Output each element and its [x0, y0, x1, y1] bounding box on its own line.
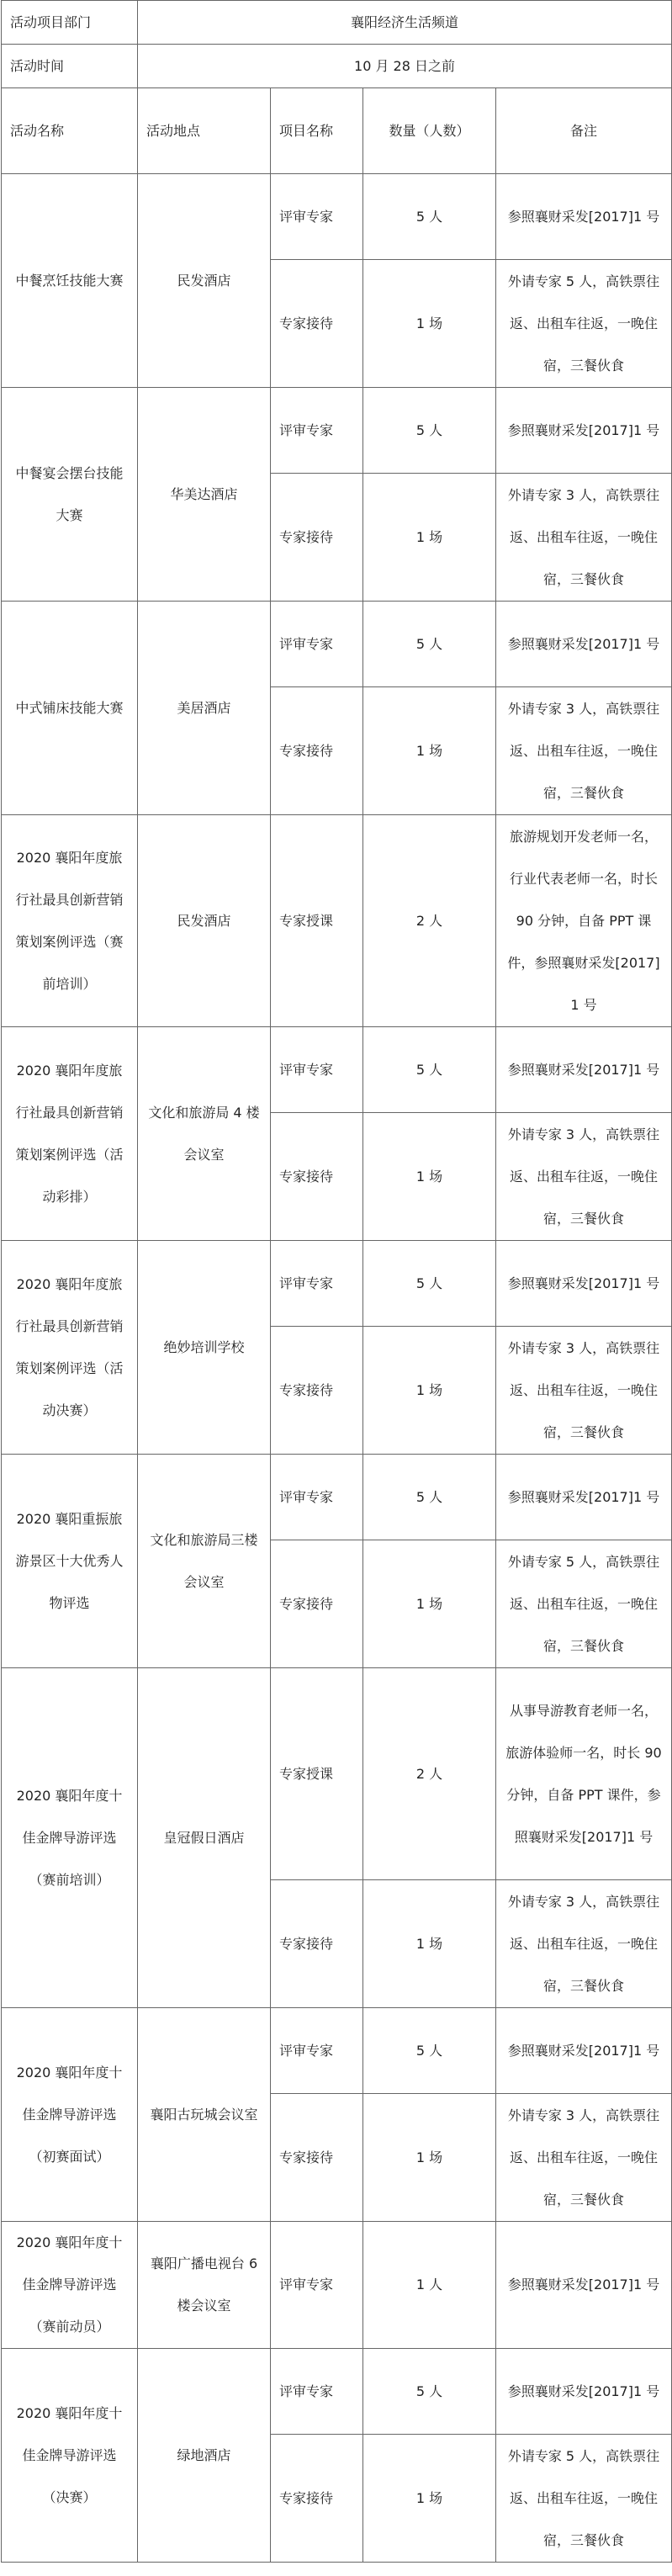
activity-name: 2020 襄阳重振旅游景区十大优秀人物评选 [2, 1455, 138, 1668]
activity-place: 美居酒店 [138, 602, 271, 815]
item-name: 评审专家 [271, 174, 363, 260]
item-name: 评审专家 [271, 602, 363, 687]
item-note: 外请专家 3 人，高铁票往返、出租车往返，一晚住宿，三餐伙食 [496, 474, 672, 602]
item-note: 外请专家 5 人，高铁票往返、出租车往返，一晚住宿，三餐伙食 [496, 2435, 672, 2563]
item-note: 旅游规划开发老师一名，行业代表老师一名，时长 90 分钟，自备 PPT 课件，参照襄财采发[2017]1 号 [496, 815, 672, 1027]
activity-place: 襄阳广播电视台 6 楼会议室 [138, 2222, 271, 2349]
activity-name: 中餐烹饪技能大赛 [2, 174, 138, 388]
item-note: 外请专家 3 人，高铁票往返、出租车往返，一晚住宿，三餐伙食 [496, 1327, 672, 1455]
header-row-time [2, 45, 672, 88]
item-note: 参照襄财采发[2017]1 号 [496, 174, 672, 260]
time-value: 10 月 28 日之前 [138, 45, 672, 88]
item-name: 专家接待 [271, 1880, 363, 2008]
activity-table [1, 0, 672, 2563]
item-name: 评审专家 [271, 1455, 363, 1540]
item-quantity: 1 场 [363, 687, 496, 815]
table-row [2, 1027, 672, 1113]
item-quantity: 1 场 [363, 1880, 496, 2008]
activity-place: 华美达酒店 [138, 388, 271, 602]
activity-place: 文化和旅游局三楼会议室 [138, 1455, 271, 1668]
activity-place: 民发酒店 [138, 815, 271, 1027]
col-header-place: 活动地点 [138, 88, 271, 174]
item-name: 评审专家 [271, 1241, 363, 1327]
item-name: 专家接待 [271, 687, 363, 815]
activity-name: 中式铺床技能大赛 [2, 602, 138, 815]
item-quantity: 5 人 [363, 2008, 496, 2094]
table-row [2, 388, 672, 474]
activity-table-body [2, 1, 672, 2563]
activity-name: 2020 襄阳年度十佳金牌导游评选（初赛面试） [2, 2008, 138, 2222]
item-name: 专家授课 [271, 815, 363, 1027]
item-name: 评审专家 [271, 1027, 363, 1113]
item-note: 参照襄财采发[2017]1 号 [496, 1455, 672, 1540]
table-row [2, 2008, 672, 2094]
item-quantity: 5 人 [363, 174, 496, 260]
item-note: 外请专家 3 人，高铁票往返、出租车往返，一晚住宿，三餐伙食 [496, 1113, 672, 1241]
activity-name: 2020 襄阳年度十佳金牌导游评选（赛前动员） [2, 2222, 138, 2349]
dept-label: 活动项目部门 [2, 1, 138, 45]
activity-name: 2020 襄阳年度旅行社最具创新营销策划案例评选（赛前培训） [2, 815, 138, 1027]
activity-place: 文化和旅游局 4 楼会议室 [138, 1027, 271, 1241]
item-quantity: 1 场 [363, 260, 496, 388]
item-note: 参照襄财采发[2017]1 号 [496, 602, 672, 687]
item-note: 参照襄财采发[2017]1 号 [496, 2222, 672, 2349]
item-name: 专家接待 [271, 1327, 363, 1455]
item-note: 外请专家 3 人，高铁票往返、出租车往返，一晚住宿，三餐伙食 [496, 687, 672, 815]
table-row [2, 2222, 672, 2349]
item-quantity: 5 人 [363, 2349, 496, 2435]
activity-name: 2020 襄阳年度十佳金牌导游评选（赛前培训） [2, 1668, 138, 2008]
activity-name: 2020 襄阳年度旅行社最具创新营销策划案例评选（活动彩排） [2, 1027, 138, 1241]
item-name: 评审专家 [271, 2222, 363, 2349]
activity-name: 2020 襄阳年度十佳金牌导游评选（决赛） [2, 2349, 138, 2563]
item-quantity: 5 人 [363, 388, 496, 474]
activity-place: 绝妙培训学校 [138, 1241, 271, 1455]
item-note: 参照襄财采发[2017]1 号 [496, 1027, 672, 1113]
time-label: 活动时间 [2, 45, 138, 88]
item-note: 外请专家 5 人，高铁票往返、出租车往返，一晚住宿，三餐伙食 [496, 260, 672, 388]
item-quantity: 1 场 [363, 2435, 496, 2563]
item-quantity: 5 人 [363, 1027, 496, 1113]
item-name: 专家接待 [271, 1540, 363, 1668]
column-header-row [2, 88, 672, 174]
item-quantity: 5 人 [363, 602, 496, 687]
item-quantity: 1 场 [363, 1327, 496, 1455]
activity-name: 中餐宴会摆台技能大赛 [2, 388, 138, 602]
col-header-item: 项目名称 [271, 88, 363, 174]
item-quantity: 5 人 [363, 1455, 496, 1540]
dept-value: 襄阳经济生活频道 [138, 1, 672, 45]
table-row [2, 815, 672, 1027]
item-quantity: 1 场 [363, 1540, 496, 1668]
item-name: 专家接待 [271, 1113, 363, 1241]
col-header-name: 活动名称 [2, 88, 138, 174]
item-note: 外请专家 3 人，高铁票往返、出租车往返，一晚住宿，三餐伙食 [496, 2094, 672, 2222]
table-row [2, 2349, 672, 2435]
table-row [2, 602, 672, 687]
item-name: 专家授课 [271, 1668, 363, 1880]
item-quantity: 1 场 [363, 2094, 496, 2222]
item-note: 外请专家 5 人，高铁票往返、出租车往返，一晚住宿，三餐伙食 [496, 1540, 672, 1668]
item-quantity: 2 人 [363, 815, 496, 1027]
col-header-qty: 数量（人数） [363, 88, 496, 174]
item-name: 评审专家 [271, 2349, 363, 2435]
item-note: 从事导游教育老师一名，旅游体验师一名，时长 90 分钟，自备 PPT 课件，参照襄财采发[2017]1 号 [496, 1668, 672, 1880]
item-name: 专家接待 [271, 2435, 363, 2563]
item-name: 评审专家 [271, 2008, 363, 2094]
header-row-dept [2, 1, 672, 45]
item-name: 评审专家 [271, 388, 363, 474]
item-note: 参照襄财采发[2017]1 号 [496, 1241, 672, 1327]
col-header-note: 备注 [496, 88, 672, 174]
item-note: 参照襄财采发[2017]1 号 [496, 388, 672, 474]
item-quantity: 1 场 [363, 474, 496, 602]
item-note: 外请专家 3 人，高铁票往返、出租车往返，一晚住宿，三餐伙食 [496, 1880, 672, 2008]
item-name: 专家接待 [271, 260, 363, 388]
item-name: 专家接待 [271, 474, 363, 602]
table-row [2, 1668, 672, 1880]
activity-place: 襄阳古玩城会议室 [138, 2008, 271, 2222]
activity-place: 皇冠假日酒店 [138, 1668, 271, 2008]
activity-name: 2020 襄阳年度旅行社最具创新营销策划案例评选（活动决赛） [2, 1241, 138, 1455]
item-quantity: 1 场 [363, 1113, 496, 1241]
item-name: 专家接待 [271, 2094, 363, 2222]
activity-place: 绿地酒店 [138, 2349, 271, 2563]
item-quantity: 1 人 [363, 2222, 496, 2349]
table-row [2, 1241, 672, 1327]
table-row [2, 1455, 672, 1540]
item-quantity: 2 人 [363, 1668, 496, 1880]
item-quantity: 5 人 [363, 1241, 496, 1327]
item-note: 参照襄财采发[2017]1 号 [496, 2008, 672, 2094]
activity-place: 民发酒店 [138, 174, 271, 388]
table-row [2, 174, 672, 260]
item-note: 参照襄财采发[2017]1 号 [496, 2349, 672, 2435]
